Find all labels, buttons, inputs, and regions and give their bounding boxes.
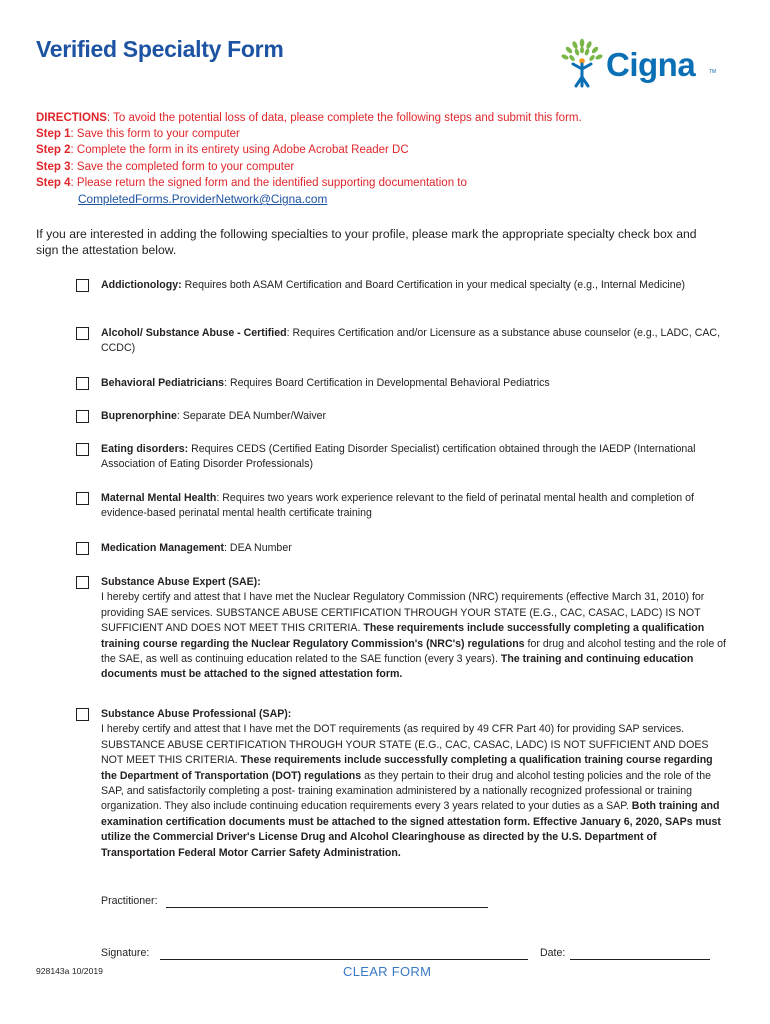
specialty-medication-management — [76, 541, 726, 556]
specialty-name: Alcohol/ Substance Abuse - Certified — [101, 327, 287, 339]
step-2-text: : Complete the form in its entirety using Adobe Acrobat Reader DC — [70, 144, 409, 157]
specialty-desc: : Requires Board Certification in Developmental Behavioral Pediatrics — [224, 377, 550, 389]
signature-field[interactable] — [160, 959, 528, 960]
sae-title: Substance Abuse Expert (SAE): — [101, 576, 261, 588]
specialty-name: Eating disorders: — [101, 443, 189, 455]
sap-title: Substance Abuse Professional (SAP): — [101, 708, 292, 720]
behavioral-pediatricians-checkbox[interactable] — [76, 377, 89, 390]
directions-line — [36, 110, 582, 126]
step-2 — [36, 142, 582, 158]
form-number: 928143a 10/2019 — [36, 966, 103, 976]
specialty-desc: : Separate DEA Number/Waiver — [176, 410, 327, 422]
alcohol-substance-abuse-checkbox[interactable] — [76, 327, 89, 340]
directions-label: DIRECTIONS — [36, 112, 107, 124]
step-1 — [36, 126, 582, 142]
specialty-substance-abuse-expert — [76, 575, 726, 683]
step-3-text: : Save the completed form to your computer — [70, 160, 295, 173]
intro-text: If you are interested in adding the following specialties to your profile, please mark the appropriate specialty check box and sign the attestation below. — [36, 227, 697, 258]
sae-bold-requirements: These requirements include successfully completing a qualification training course regarding the Nuclear Regulatory Commission's (NRC's) regulations — [101, 622, 705, 650]
specialty-desc: Requires both ASAM Certification and Board Certification in your medical specialty (e.g., Internal Medicine) — [181, 279, 686, 291]
date-label: Date: — [540, 947, 566, 959]
buprenorphine-checkbox[interactable] — [76, 410, 89, 423]
specialty-name: Buprenorphine — [101, 410, 177, 422]
date-field[interactable] — [570, 959, 710, 960]
specialty-behavioral-pediatricians — [76, 376, 726, 391]
practitioner-field[interactable] — [166, 907, 488, 908]
specialty-name: Addictionology: — [101, 279, 182, 291]
sae-text: I hereby certify and attest that I have met the Nuclear Regulatory Commission (NRC) requirements (effective March 31, 2010) for providing SAE services. SUBSTANCE ABUSE CERTIFICATION THROUGH YOUR STATE (E.G., CAC, CASAC, LADC) IS NOT SUFFICIENT AND DOES NOT MEET THIS CRITERIA. — [101, 591, 705, 635]
eating-disorders-checkbox[interactable] — [76, 443, 89, 456]
trademark-mark: TM — [709, 69, 717, 75]
step-3-label: Step 3 — [36, 160, 71, 173]
specialty-name: Medication Management — [101, 542, 225, 554]
step-4-text: : Please return the signed form and the identified supporting documentation to — [70, 176, 467, 189]
specialty-desc: : Requires two years work experience relevant to the field of perinatal mental health and completion of evidence-based perinatal mental health certificate training — [101, 492, 694, 520]
cigna-wordmark: Cigna — [606, 46, 696, 83]
medication-management-checkbox[interactable] — [76, 542, 89, 555]
sae-checkbox[interactable] — [76, 576, 89, 589]
practitioner-label: Practitioner: — [101, 895, 158, 907]
specialty-substance-abuse-professional — [76, 707, 726, 861]
specialty-alcohol-substance-abuse — [76, 326, 726, 357]
step-1-text: : Save this form to your computer — [70, 128, 240, 141]
clear-form-button[interactable]: CLEAR FORM — [343, 964, 432, 979]
sae-bold-attachment: The training and continuing education documents must be attached to the signed attestation form. — [101, 653, 694, 681]
specialty-desc: : DEA Number — [224, 542, 292, 554]
signature-label: Signature: — [101, 947, 150, 959]
specialty-name: Maternal Mental Health — [101, 492, 217, 504]
step-2-label: Step 2 — [36, 144, 71, 157]
specialty-desc: Requires CEDS (Certified Eating Disorder Specialist) certification obtained through the IAEDP (International Association of Eating Disorder Professionals) — [101, 443, 696, 471]
submission-email-link[interactable]: CompletedForms.ProviderNetwork@Cigna.com — [78, 192, 328, 206]
sap-text: I hereby certify and attest that I have met the DOT requirements (as required by 49 CFR Part 40) for providing SAP services. SUBSTANCE ABUSE CERTIFICATION THROUGH YOUR STATE (E.G., CAC, CASAC, LADC) IS NOT SUFFICIENT AND DOES NOT MEET THIS CRITERIA. — [101, 723, 709, 767]
specialty-buprenorphine — [76, 409, 726, 424]
sap-checkbox[interactable] — [76, 708, 89, 721]
specialty-addictionology — [76, 278, 726, 293]
specialty-eating-disorders — [76, 442, 726, 473]
sap-text-continued: as they pertain to their drug and alcohol testing policies and the role of the SAP, and satisfactorily completing a post- training examination administered by a nationally recognized professional or training organization. They also include continuing education requirements every 3 years related to your duties as a SAP. — [101, 769, 711, 813]
step-3 — [36, 159, 582, 175]
sap-bold-attachment: Both training and examination certification documents must be attached to the signed attestation form. Effective January 6, 2020, SAPs must utilize the Commercial Driver's License Drug and Alcohol Clearinghouse as directed by the U.S. Department of Transportation Federal Motor Carrier Safety Administration. — [101, 800, 721, 859]
maternal-mental-health-checkbox[interactable] — [76, 492, 89, 505]
specialty-desc: : Requires Certification and/or Licensure as a substance abuse counselor (e.g., LADC, CAC, CCDC) — [101, 327, 721, 355]
specialty-name: Behavioral Pediatricians — [101, 377, 225, 389]
step-4 — [36, 175, 582, 191]
sae-text-continued: for drug and alcohol testing and the role of the SAE, as well as continuing education related to the SAE function (every 3 years). — [101, 637, 726, 666]
sap-bold-requirements: These requirements include successfully completing a qualification training course regarding the Department of Transportation (DOT) regulations — [101, 754, 713, 782]
directions-block — [36, 110, 582, 191]
addictionology-checkbox[interactable] — [76, 279, 89, 292]
directions-text: : To avoid the potential loss of data, please complete the following steps and submit this form. — [106, 112, 582, 124]
page-title: Verified Specialty Form — [36, 36, 284, 62]
step-4-label: Step 4 — [36, 176, 71, 189]
step-1-label: Step 1 — [36, 128, 71, 141]
specialty-maternal-mental-health — [76, 491, 726, 522]
